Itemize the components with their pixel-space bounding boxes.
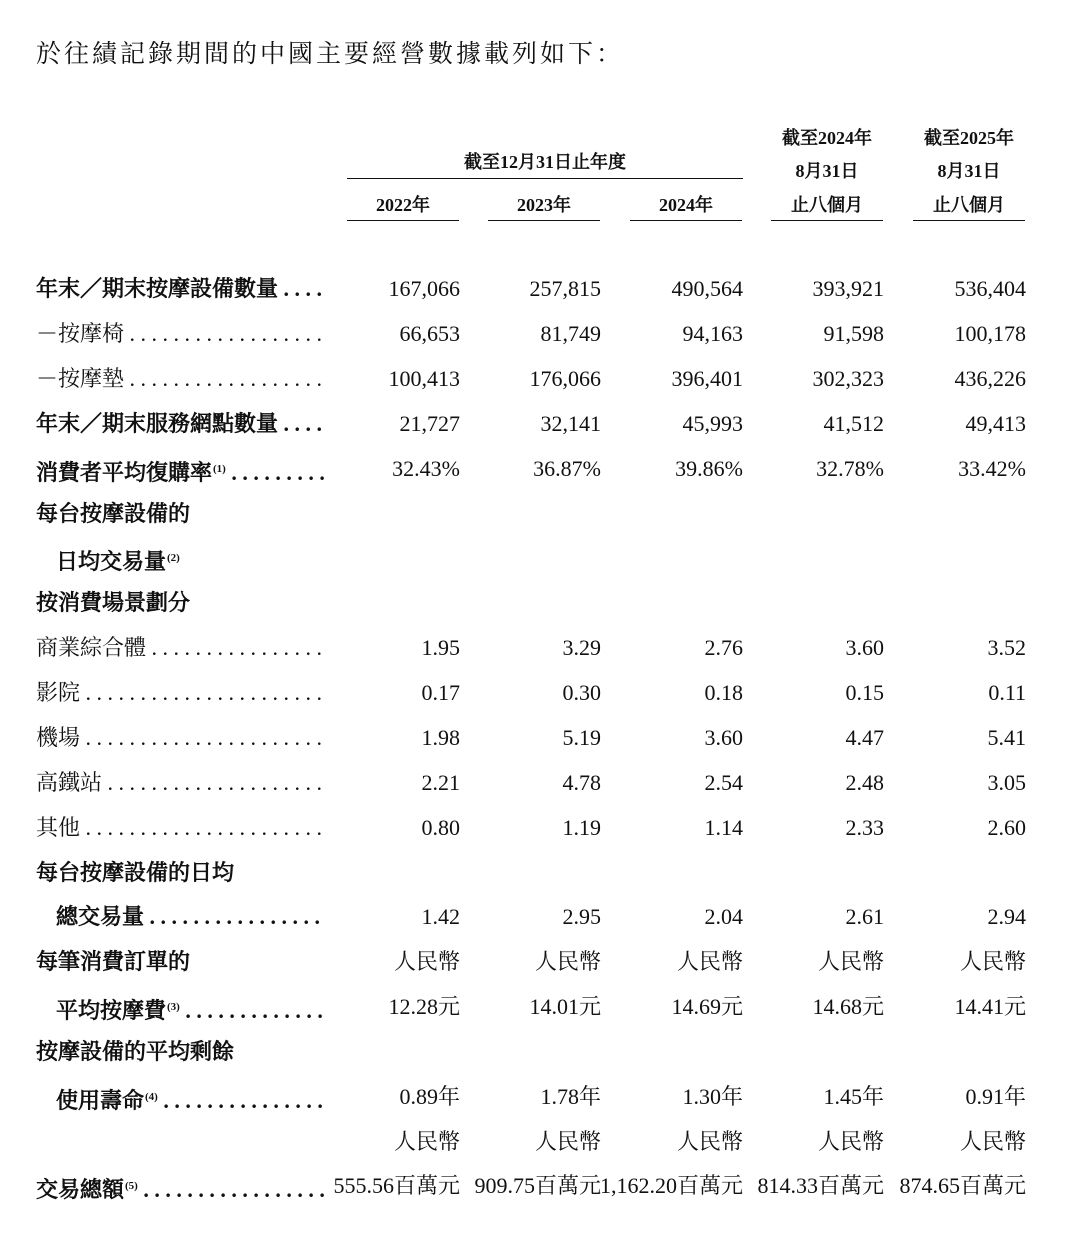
table-row xyxy=(36,897,1036,937)
row-label-text: 每筆消費訂單的 xyxy=(36,949,191,974)
table-row xyxy=(36,808,1036,848)
table-cell: 2.54 xyxy=(704,770,743,795)
row-label xyxy=(36,1166,326,1206)
table-cell: 3.52 xyxy=(987,635,1026,660)
row-label-text: 其他 xyxy=(36,815,81,840)
row-label-text: 平均按摩費 xyxy=(56,998,167,1023)
row-label xyxy=(36,763,326,803)
header-period-2025-line1: 截至2025年 xyxy=(924,128,1014,148)
table-cell: 1.78年 xyxy=(540,1084,601,1109)
table-row xyxy=(36,1166,1036,1206)
table-cell: 49,413 xyxy=(965,411,1026,436)
table-cell: 2.04 xyxy=(704,904,743,929)
table-row xyxy=(36,1122,1036,1162)
table-cell: 0.11 xyxy=(988,680,1026,705)
row-label xyxy=(36,269,326,309)
table-cell: 0.30 xyxy=(562,680,601,705)
header-period-2024-line1: 截至2024年 xyxy=(782,128,872,148)
table-row xyxy=(36,449,1036,489)
row-label-text: －按摩墊 xyxy=(36,366,125,391)
table-row xyxy=(36,628,1036,668)
table-cell: 3.05 xyxy=(987,770,1026,795)
table-row xyxy=(36,763,1036,803)
table-cell: 人民幣 xyxy=(534,949,601,974)
table-cell: 490,564 xyxy=(671,276,743,301)
table-cell: 2.33 xyxy=(845,815,884,840)
row-label-text: 年末／期末按摩設備數量 xyxy=(36,276,279,301)
row-label xyxy=(36,987,326,1027)
table-row xyxy=(36,538,1036,578)
footnote-marker: (2) xyxy=(167,552,180,564)
row-label xyxy=(36,897,326,937)
table-row xyxy=(36,718,1036,758)
table-cell: 874.65百萬元 xyxy=(899,1173,1026,1198)
header-col-rule-2024 xyxy=(630,220,742,221)
footnote-marker: (3) xyxy=(167,1001,180,1013)
table-cell: 436,226 xyxy=(954,366,1026,391)
table-cell: 人民幣 xyxy=(959,1129,1026,1154)
table-cell: 1.45年 xyxy=(823,1084,884,1109)
table-cell: 5.41 xyxy=(987,725,1026,750)
table-cell: 94,163 xyxy=(682,321,743,346)
table-cell: 0.80 xyxy=(421,815,460,840)
table-row xyxy=(36,404,1036,444)
header-col-rule-8m-2025 xyxy=(913,220,1025,221)
table-cell: 14.69元 xyxy=(671,994,743,1019)
header-period-2024-line3: 止八個月 xyxy=(791,195,863,215)
row-label-text: －按摩椅 xyxy=(36,321,125,346)
row-label xyxy=(36,808,326,848)
row-label xyxy=(36,404,326,444)
row-label xyxy=(36,853,326,893)
table-cell: 人民幣 xyxy=(959,949,1026,974)
table-cell: 2.48 xyxy=(845,770,884,795)
table-row xyxy=(36,269,1036,309)
table-cell: 5.19 xyxy=(562,725,601,750)
table-cell: 12.28元 xyxy=(388,994,460,1019)
table-cell: 4.47 xyxy=(845,725,884,750)
table-cell: 393,921 xyxy=(812,276,884,301)
table-cell: 302,323 xyxy=(812,366,884,391)
table-cell: 1.98 xyxy=(421,725,460,750)
row-label-text: 每台按摩設備的 xyxy=(36,501,191,526)
row-label-text: 按消費場景劃分 xyxy=(36,590,191,615)
table-cell: 555.56百萬元 xyxy=(333,1173,460,1198)
row-label-text: 使用壽命 xyxy=(56,1088,145,1113)
table-cell: 36.87% xyxy=(533,456,601,481)
table-cell: 167,066 xyxy=(388,276,460,301)
footnote-marker: (4) xyxy=(145,1091,158,1103)
table-cell: 人民幣 xyxy=(393,949,460,974)
table-cell: 0.17 xyxy=(421,680,460,705)
row-label-text: 影院 xyxy=(36,680,81,705)
header-group-label: 截至12月31日止年度 xyxy=(464,152,626,172)
table-cell: 257,815 xyxy=(529,276,601,301)
row-label xyxy=(36,314,326,354)
table-cell: 33.42% xyxy=(958,456,1026,481)
table-cell: 2.95 xyxy=(562,904,601,929)
table-cell: 1,162.20百萬元 xyxy=(599,1173,743,1198)
row-label xyxy=(36,494,326,534)
table-row xyxy=(36,314,1036,354)
table-cell: 2.76 xyxy=(704,635,743,660)
table-cell: 人民幣 xyxy=(676,949,743,974)
table-row xyxy=(36,1077,1036,1117)
row-label-text: 按摩設備的平均剩餘 xyxy=(36,1039,235,1064)
table-cell: 66,653 xyxy=(399,321,460,346)
table-cell: 32.43% xyxy=(392,456,460,481)
row-label xyxy=(36,628,326,668)
table-row xyxy=(36,359,1036,399)
row-label-text: 年末／期末服務網點數量 xyxy=(36,411,279,436)
row-label xyxy=(36,359,326,399)
row-label xyxy=(36,1122,326,1162)
table-cell: 2.21 xyxy=(421,770,460,795)
table-row xyxy=(36,494,1036,534)
table-cell: 45,993 xyxy=(682,411,743,436)
table-cell: 1.19 xyxy=(562,815,601,840)
table-cell: 32.78% xyxy=(816,456,884,481)
table-cell: 0.18 xyxy=(704,680,743,705)
table-cell: 81,749 xyxy=(540,321,601,346)
table-cell: 21,727 xyxy=(399,411,460,436)
table-cell: 2.60 xyxy=(987,815,1026,840)
row-label-text: 每台按摩設備的日均 xyxy=(36,860,235,885)
table-cell: 0.91年 xyxy=(965,1084,1026,1109)
table-cell: 人民幣 xyxy=(817,949,884,974)
table-cell: 人民幣 xyxy=(534,1129,601,1154)
table-cell: 909.75百萬元 xyxy=(474,1173,601,1198)
header-period-2024-line2: 8月31日 xyxy=(795,161,859,181)
table-cell: 1.14 xyxy=(704,815,743,840)
table-cell: 39.86% xyxy=(675,456,743,481)
intro-sentence: 於往績記錄期間的中國主要經營數據載列如下： xyxy=(36,41,625,68)
header-year-2024: 2024年 xyxy=(659,195,713,215)
row-label xyxy=(36,538,326,578)
header-col-rule-2022 xyxy=(347,220,459,221)
table-cell: 人民幣 xyxy=(676,1129,743,1154)
table-row xyxy=(36,1032,1036,1072)
table-cell: 814.33百萬元 xyxy=(757,1173,884,1198)
row-label-text: 商業綜合體 xyxy=(36,635,147,660)
row-label-text: 日均交易量 xyxy=(56,549,167,574)
header-col-rule-2023 xyxy=(488,220,600,221)
table-row xyxy=(36,942,1036,982)
table-row xyxy=(36,853,1036,893)
table-cell: 1.95 xyxy=(421,635,460,660)
row-label-text: 消費者平均復購率 xyxy=(36,460,213,485)
header-group-rule xyxy=(347,178,743,179)
table-cell: 人民幣 xyxy=(393,1129,460,1154)
header-year-2023: 2023年 xyxy=(517,195,571,215)
table-row xyxy=(36,987,1036,1027)
row-label-text: 機場 xyxy=(36,725,81,750)
table-cell: 100,413 xyxy=(388,366,460,391)
table-cell: 0.15 xyxy=(845,680,884,705)
header-year-2022: 2022年 xyxy=(376,195,430,215)
row-label xyxy=(36,1077,326,1117)
table-cell: 0.89年 xyxy=(399,1084,460,1109)
table-cell: 3.29 xyxy=(562,635,601,660)
table-cell: 396,401 xyxy=(671,366,743,391)
table-cell: 536,404 xyxy=(954,276,1026,301)
header-period-2025-line2: 8月31日 xyxy=(937,161,1001,181)
header-col-rule-8m-2024 xyxy=(771,220,883,221)
table-cell: 4.78 xyxy=(562,770,601,795)
row-label xyxy=(36,449,326,489)
table-row xyxy=(36,583,1036,623)
table-cell: 1.30年 xyxy=(682,1084,743,1109)
table-cell: 14.68元 xyxy=(812,994,884,1019)
table-cell: 91,598 xyxy=(823,321,884,346)
row-label xyxy=(36,673,326,713)
table-cell: 41,512 xyxy=(823,411,884,436)
table-cell: 3.60 xyxy=(704,725,743,750)
table-cell: 人民幣 xyxy=(817,1129,884,1154)
row-label-text: 高鐵站 xyxy=(36,770,103,795)
table-cell: 3.60 xyxy=(845,635,884,660)
row-label-text: 交易總額 xyxy=(36,1177,125,1202)
table-row xyxy=(36,673,1036,713)
row-label xyxy=(36,1032,326,1072)
table-cell: 2.61 xyxy=(845,904,884,929)
header-period-2025-line3: 止八個月 xyxy=(933,195,1005,215)
table-cell: 100,178 xyxy=(954,321,1026,346)
row-label xyxy=(36,718,326,758)
table-cell: 1.42 xyxy=(421,904,460,929)
row-label-text: 總交易量 xyxy=(56,904,145,929)
table-cell: 14.01元 xyxy=(529,994,601,1019)
table-cell: 176,066 xyxy=(529,366,601,391)
footnote-marker: (1) xyxy=(213,463,226,475)
row-label xyxy=(36,583,326,623)
row-label xyxy=(36,942,326,982)
table-cell: 2.94 xyxy=(987,904,1026,929)
table-cell: 14.41元 xyxy=(954,994,1026,1019)
table-cell: 32,141 xyxy=(540,411,601,436)
footnote-marker: (5) xyxy=(125,1180,138,1192)
